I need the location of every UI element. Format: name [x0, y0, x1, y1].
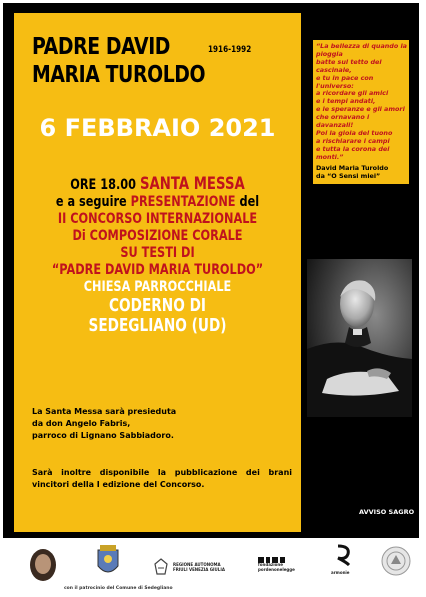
seal-logo [381, 546, 411, 580]
event-date: 6 FEBBRAIO 2021 [39, 114, 276, 142]
quote-author: David Maria Turoldo [316, 163, 389, 172]
quote-line: e le speranze e gli amori [316, 105, 405, 114]
contest-line-3: SU TESTI DI [120, 245, 195, 261]
quote-line: e tu in pace con [316, 73, 374, 82]
quote-line: monti.” [316, 152, 344, 161]
comune-crest-logo [93, 544, 123, 584]
contest-line-4: “PADRE DAVID MARIA TUROLDO” [51, 262, 264, 278]
program-presentation-line [46, 194, 270, 211]
quote-line: e tutta la corona dei [316, 144, 390, 153]
publication-info: Sarà inoltre disponibile la pubblicazione dei brani vincitori della I edizione del Concorso. [32, 468, 292, 489]
fondazione-line1: fondazione [258, 562, 283, 567]
region-line1: REGIONE AUTONOMA [173, 562, 221, 567]
quote-line: batte sul tetto del [316, 57, 382, 66]
quote-line: che ornavano i [316, 113, 370, 122]
program-time: ORE 18.00 [70, 177, 136, 193]
quote-source: da “O Sensi miei” [316, 171, 381, 180]
avviso-label: AVVISO SAGRO [359, 508, 415, 516]
quote-line: davanzali! [316, 121, 354, 130]
title-name-line2: MARIA TUROLDO [32, 62, 206, 88]
mass-info-line3: parroco di Lignano Sabbiadoro. [32, 431, 174, 440]
program-block [14, 176, 301, 336]
quote-text [316, 43, 406, 162]
program-mass: SANTA MESSA [139, 174, 245, 194]
region-name [173, 562, 225, 572]
venue-line-3: SEDEGLIANO (UD) [88, 316, 227, 336]
program-follow: e a seguire [55, 194, 127, 210]
program-del: del [239, 194, 260, 210]
title-name-line1: PADRE DAVID [32, 34, 171, 60]
quote-line: a ricordare gli amici [316, 89, 389, 98]
program-presentation: PRESENTAZIONE [130, 194, 236, 210]
contest-line-1: II CONCORSO INTERNAZIONALE [57, 211, 258, 227]
portrait-logo [29, 548, 57, 586]
region-logo [153, 558, 169, 580]
patrocinio-note: con il patrocinio del Comune di Sedegliano [64, 586, 173, 591]
venue-line-2: CODERNO DI [109, 296, 206, 316]
fondazione-line2: pordenonelegge [258, 567, 295, 572]
contest-line-2: Di COMPOSIZIONE CORALE [72, 228, 243, 244]
quote-box [313, 40, 409, 184]
mass-info-line1: La Santa Messa sarà presieduta [32, 407, 177, 416]
mass-info [32, 406, 176, 442]
quote-line: cascinale, [316, 65, 352, 74]
fondazione-name [258, 562, 295, 572]
program-mass-line [46, 176, 270, 194]
armonie-name: armonie [331, 570, 350, 575]
quote-line: Poi la gioia del tuono [316, 128, 393, 137]
quote-line: l'universo: [316, 81, 354, 90]
quote-line: “La bellezza di quando la [316, 42, 407, 50]
armonie-logo [334, 544, 352, 570]
region-line2: FRIULI VENEZIA GIULIA [173, 567, 225, 572]
venue-line-1: CHIESA PARROCCHIALE [83, 279, 232, 295]
portrait-photo [307, 259, 412, 417]
mass-info-line2: da don Angelo Fabris, [32, 419, 131, 428]
quote-line: a rischiarare i campi [316, 136, 390, 145]
title-years: 1916-1992 [208, 45, 252, 55]
quote-line: pioggia [316, 49, 343, 58]
quote-line: e i tempi andati, [316, 97, 376, 106]
